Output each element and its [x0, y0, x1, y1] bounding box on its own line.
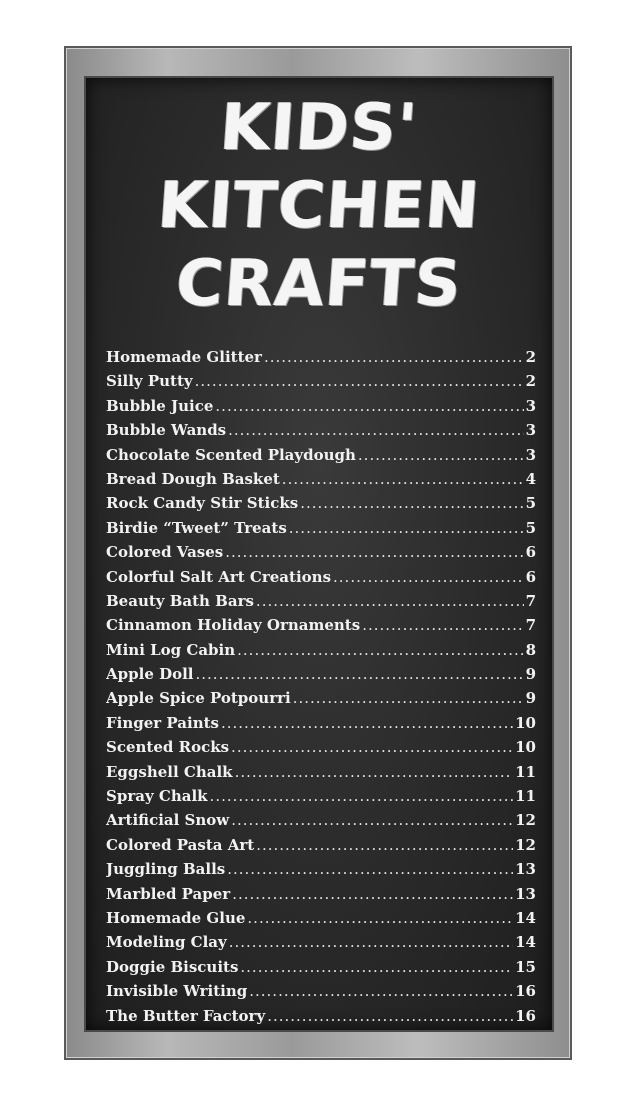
toc-entry-page: 7 — [525, 591, 536, 610]
toc-entry-title: Modeling Clay — [106, 933, 227, 952]
dot-leader — [247, 909, 513, 927]
page-title — [86, 91, 552, 321]
toc-entry-title: Bubble Wands — [106, 421, 227, 440]
toc-entry — [106, 543, 536, 567]
toc-entry-title: Apple Doll — [106, 665, 194, 684]
toc-entry — [106, 519, 536, 543]
toc-entry-page: 6 — [525, 543, 536, 562]
toc-entry-title: Eggshell Chalk — [106, 762, 233, 781]
toc-entry-title: The Butter Factory — [106, 1006, 266, 1025]
toc-entry-title: Artificial Snow — [106, 811, 230, 830]
toc-entry-page: 12 — [515, 811, 536, 830]
toc-entry — [106, 372, 536, 396]
toc-entry-title: Marbled Paper — [106, 884, 231, 903]
toc-entry — [106, 689, 536, 713]
toc-entry — [106, 641, 536, 665]
toc-entry-title: Bubble Juice — [106, 396, 214, 415]
toc-entry-page: 12 — [515, 835, 536, 854]
dot-leader — [300, 494, 523, 512]
toc-entry-page: 3 — [525, 396, 536, 415]
toc-entry-title: Invisible Writing — [106, 982, 248, 1001]
toc-entry-title: Beauty Bath Bars — [106, 591, 254, 610]
dot-leader — [289, 519, 524, 537]
toc-entry — [106, 909, 536, 933]
toc-entry-page: 11 — [515, 762, 536, 781]
toc-entry-page: 9 — [525, 665, 536, 684]
toc-entry — [106, 933, 536, 957]
toc-entry — [106, 421, 536, 445]
toc-entry-page: 14 — [515, 908, 536, 927]
toc-entry-page: 5 — [525, 518, 536, 537]
dot-leader — [196, 665, 524, 683]
toc-entry-page: 7 — [525, 616, 536, 635]
toc-entry — [106, 714, 536, 738]
toc-entry — [106, 811, 536, 835]
toc-entry — [106, 397, 536, 421]
toc-entry — [106, 616, 536, 640]
toc-entry-page: 6 — [525, 567, 536, 586]
toc-entry-title: Spray Chalk — [106, 787, 208, 806]
toc-entry — [106, 1007, 536, 1031]
dot-leader — [195, 372, 524, 390]
dot-leader — [237, 641, 523, 659]
toc-entry — [106, 446, 536, 470]
toc-entry-title: Homemade Glitter — [106, 348, 262, 366]
table-of-contents — [106, 348, 536, 1031]
toc-entry-page: 16 — [515, 982, 536, 1001]
dot-leader — [235, 763, 514, 781]
toc-entry-title: Colored Pasta Art — [106, 835, 255, 854]
toc-entry — [106, 665, 536, 689]
toc-entry-title: Rock Candy Stir Sticks — [106, 494, 299, 513]
toc-entry-title: Doggie Biscuits — [106, 957, 239, 976]
toc-entry-page: 2 — [525, 348, 536, 366]
toc-entry-page: 3 — [525, 445, 536, 464]
toc-entry-page: 4 — [525, 469, 536, 488]
dot-leader — [358, 446, 524, 464]
toc-entry-title: Finger Paints — [106, 713, 219, 732]
toc-entry-page: 15 — [515, 957, 536, 976]
toc-entry-title: Cinnamon Holiday Ornaments — [106, 616, 361, 635]
toc-entry — [106, 787, 536, 811]
dot-leader — [210, 787, 514, 805]
toc-entry-title: Silly Putty — [106, 372, 193, 391]
dot-leader — [215, 397, 523, 415]
dot-leader — [293, 689, 524, 707]
toc-entry-title: Apple Spice Potpourri — [106, 689, 291, 708]
dot-leader — [264, 348, 524, 366]
toc-entry-page: 8 — [525, 640, 536, 659]
toc-entry — [106, 982, 536, 1006]
dot-leader — [240, 958, 513, 976]
toc-entry-page: 13 — [515, 860, 536, 879]
toc-entry-title: Juggling Balls — [106, 860, 226, 879]
toc-entry — [106, 470, 536, 494]
title-line-1: KIDS' — [217, 91, 421, 165]
toc-entry — [106, 860, 536, 884]
dot-leader — [256, 836, 513, 854]
dot-leader — [256, 592, 524, 610]
toc-entry — [106, 763, 536, 787]
title-line-3: CRAFTS — [173, 247, 465, 321]
dot-leader — [362, 616, 523, 634]
toc-entry-page: 2 — [525, 372, 536, 391]
dot-leader — [227, 860, 513, 878]
toc-entry-title: Bread Dough Basket — [106, 469, 280, 488]
title-line-2: KITCHEN — [155, 169, 483, 243]
toc-entry — [106, 885, 536, 909]
toc-entry-page: 5 — [525, 494, 536, 513]
toc-entry-page: 16 — [515, 1006, 536, 1025]
dot-leader — [231, 811, 513, 829]
toc-entry — [106, 494, 536, 518]
toc-entry-title: Mini Log Cabin — [106, 640, 236, 659]
toc-entry-title: Birdie “Tweet” Treats — [106, 518, 287, 537]
dot-leader — [225, 543, 523, 561]
toc-entry-title: Scented Rocks — [106, 738, 230, 757]
dot-leader — [267, 1007, 513, 1025]
dot-leader — [231, 738, 513, 756]
toc-entry-page: 13 — [515, 884, 536, 903]
toc-entry — [106, 592, 536, 616]
dot-leader — [249, 982, 513, 1000]
toc-entry — [106, 958, 536, 982]
dot-leader — [228, 421, 523, 439]
toc-entry — [106, 568, 536, 592]
toc-entry — [106, 836, 536, 860]
toc-entry-page: 3 — [525, 421, 536, 440]
chalkboard-frame — [64, 46, 572, 1060]
toc-entry-title: Chocolate Scented Playdough — [106, 445, 356, 464]
toc-entry-title: Colorful Salt Art Creations — [106, 567, 332, 586]
toc-entry-title: Homemade Glue — [106, 908, 246, 927]
toc-entry-title: Colored Vases — [106, 543, 224, 562]
dot-leader — [333, 568, 524, 586]
toc-entry-page: 10 — [515, 713, 536, 732]
dot-leader — [221, 714, 513, 732]
dot-leader — [282, 470, 524, 488]
toc-entry — [106, 738, 536, 762]
toc-entry-page: 10 — [515, 738, 536, 757]
toc-entry-page: 9 — [525, 689, 536, 708]
toc-entry-page: 11 — [515, 787, 536, 806]
toc-entry-page: 14 — [515, 933, 536, 952]
toc-entry — [106, 348, 536, 372]
dot-leader — [229, 933, 513, 951]
chalkboard — [84, 76, 554, 1032]
dot-leader — [232, 885, 513, 903]
